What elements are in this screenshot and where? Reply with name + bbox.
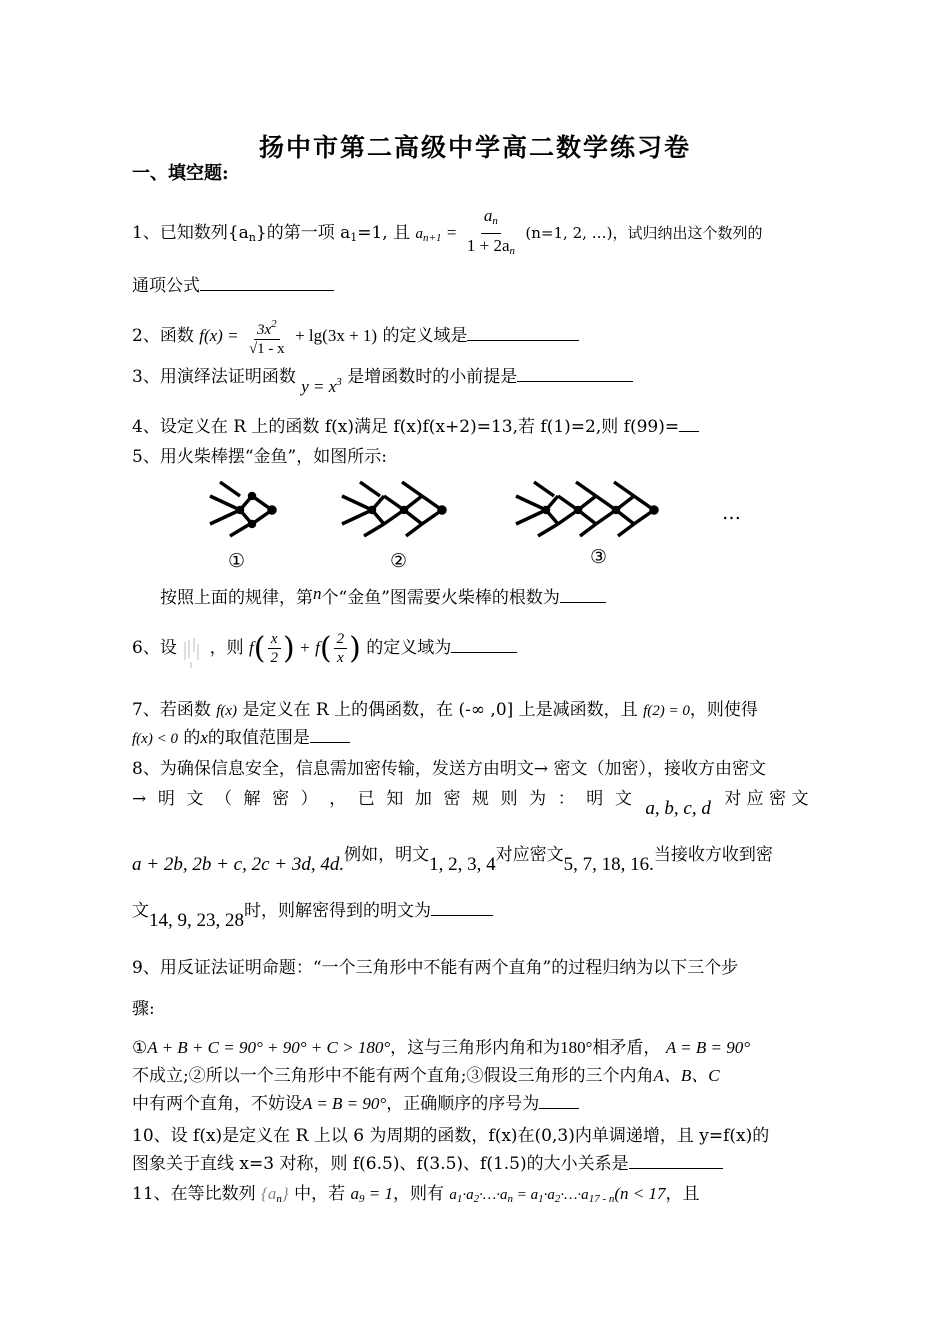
question-4: 4、设定义在 R 上的函数 f(x)满足 f(x)f(x+2)=13,若 f(1)=2,则 f(99)=: [132, 415, 832, 439]
q8-spaced-word: 知: [386, 789, 404, 809]
goldfish-matchstick-figures: [200, 476, 720, 546]
q8-spaced-word: 明: [586, 789, 604, 809]
figure-label-3: ③: [590, 546, 608, 568]
q3-expression: $y = x^3$: [301, 376, 342, 396]
q8-spaced-word: 密: [443, 789, 461, 809]
answer-blank-9[interactable]: [539, 1092, 579, 1109]
question-8-line-2: → 明 文 （ 解 密 ） ， 已 知 加 密 规 则 为 ： 明 文 a, b, c, d 对 应 密 文: [132, 789, 809, 819]
q8-spaced-word: 则: [500, 789, 518, 809]
question-7: 7、若函数 f(x) 是定义在 R 上的偶函数，在 (-∞ ,0] 上是减函数，且 f(2) = 0，则使得: [132, 700, 758, 720]
question-5-line-2: 按照上面的规律，第n个“金鱼”图需要火柴棒的根数为: [160, 586, 860, 610]
answer-blank-4[interactable]: [679, 415, 699, 432]
q11-product-equation: $a_1\cdot a_2\cdot\dots\cdot a_n$ = $a_1\cdot a_2\cdot\dots\cdot a_{17 - n}(n < 17$: [449, 1184, 666, 1205]
question-10-line-2: 图象关于直线 x=3 对称，则 f(6.5)、f(3.5)、f(1.5)的大小关系是: [132, 1152, 832, 1176]
q8-spaced-word: 为: [529, 789, 547, 809]
q8-spaced-word: ，: [329, 789, 347, 809]
figure-ellipsis: …: [722, 502, 741, 524]
q8-spaced-word: ：: [557, 789, 575, 809]
question-8: 8、为确保信息安全，信息需加密传输，发送方由明文→ 密文（加密），接收方由密文: [132, 759, 766, 779]
answer-blank-1[interactable]: [200, 274, 334, 291]
answer-blank-7[interactable]: [310, 726, 350, 743]
q8-spaced-word: 已: [357, 789, 375, 809]
question-5: 5、用火柴棒摆“金鱼”，如图所示:: [132, 447, 387, 467]
goldfish-figure-3: [516, 482, 657, 536]
question-3: 3、用演绎法证明函数 $y = x^3$ 是增函数时的小前提是: [132, 360, 832, 389]
q2-fraction: $\frac{3x^2}{√1 - x}$: [246, 315, 288, 358]
q6-faint-formula: [182, 634, 204, 664]
q8-spaced-word: 规: [472, 789, 489, 809]
q8-spaced-word: 解: [243, 789, 261, 809]
question-8-line-4: 文14, 9, 23, 28时，则解密得到的明文为: [132, 899, 832, 923]
q8-spaced-word: 加: [414, 789, 432, 809]
q1-fraction: $\frac{a_n}{1 + 2a_n}$: [466, 206, 515, 257]
q8-spaced-word: 文: [186, 789, 204, 809]
question-9-line-5: 中有两个直角，不妨设A = B = 90°，正确顺序的序号为: [132, 1092, 832, 1116]
goldfish-figure-1: [210, 482, 275, 536]
q8-spaced-word: 密: [272, 789, 290, 809]
q8-spaced-word: （: [214, 789, 232, 809]
answer-blank-2[interactable]: [467, 324, 579, 341]
question-9-line-4: 不成立;②所以一个三角形中不能有两个直角;③假设三角形的三个内角A、B、C: [132, 1066, 720, 1086]
q8-spaced-word: ）: [300, 789, 318, 809]
q11-sequence: $\{a_n\}$: [261, 1184, 289, 1205]
q8-spaced-word: →: [132, 789, 147, 809]
answer-blank-3[interactable]: [517, 365, 633, 382]
question-1-line-2: 通项公式: [132, 274, 832, 298]
answer-blank-8[interactable]: [431, 899, 493, 916]
page-title: 扬中市第二高级中学高二数学练习卷: [258, 133, 691, 162]
question-2: 2、函数 f(x) = $\frac{3x^2}{√1 - x}$ + lg(3x + 1) 的定义域是: [132, 315, 832, 358]
question-9-line-2: 骤:: [132, 999, 155, 1019]
question-9-line-3: ①A + B + C = 90° + 90° + C > 180°，这与三角形内角和为180°相矛盾， A = B = 90°: [132, 1038, 751, 1058]
section-heading-fill-in: 一、填空题:: [132, 163, 229, 184]
question-8-line-3: a + 2b, 2b + c, 2c + 3d, 4d.例如，明文1, 2, 3, 4对应密文5, 7, 18, 16.当接收方收到密: [132, 845, 773, 875]
figure-label-2: ②: [390, 550, 408, 572]
answer-blank-6[interactable]: [451, 636, 517, 653]
q8-spaced-words: [132, 787, 632, 811]
question-9: 9、用反证法证明命题：“一个三角形中不能有两个直角”的过程归纳为以下三个步: [132, 958, 739, 978]
q6-x-over-2: $\frac{x}{2}$: [268, 630, 282, 667]
figure-label-1: ①: [228, 550, 246, 572]
question-6: 6、设 ，则 f( $\frac{x}{2}$ ) + f( $\frac{2}{x}$ ) 的定义域为: [132, 630, 832, 667]
q8-spaced-word: 明: [157, 789, 175, 809]
question-10: 10、设 f(x)是定义在 R 上以 6 为周期的函数，f(x)在(0,3)内单调递增，且 y=f(x)的: [132, 1126, 770, 1146]
question-7-line-2: f(x) < 0 的x的取值范围是: [132, 726, 832, 751]
answer-blank-10[interactable]: [629, 1152, 723, 1169]
question-11: 11、在等比数列 $\{a_n\}$ 中，若 $a_9 = 1$，则有 $a_1\cdot a_2\cdot\dots\cdot a_n$ = $a_1\cdot a_2\cdot\dots\cdot a_{17 - n}(n < 17$，且: [132, 1184, 700, 1205]
answer-blank-5[interactable]: [560, 586, 606, 603]
q1-lhs: $a_{n+1}$: [415, 226, 442, 244]
question-1: 1、已知数列$\{a_n\}$的第一项 $a_1=1$, 且 $a_{n+1}$ = $\frac{a_n}{1 + 2a_n}$ (n=1, 2, …)，试归纳出这个数列的: [132, 204, 832, 263]
q11-a9: $a_9 = 1$: [350, 1184, 393, 1205]
goldfish-figure-2: [342, 482, 445, 536]
q8-spaced-word: 文: [614, 789, 632, 809]
q6-2-over-x: $\frac{2}{x}$: [334, 630, 348, 667]
